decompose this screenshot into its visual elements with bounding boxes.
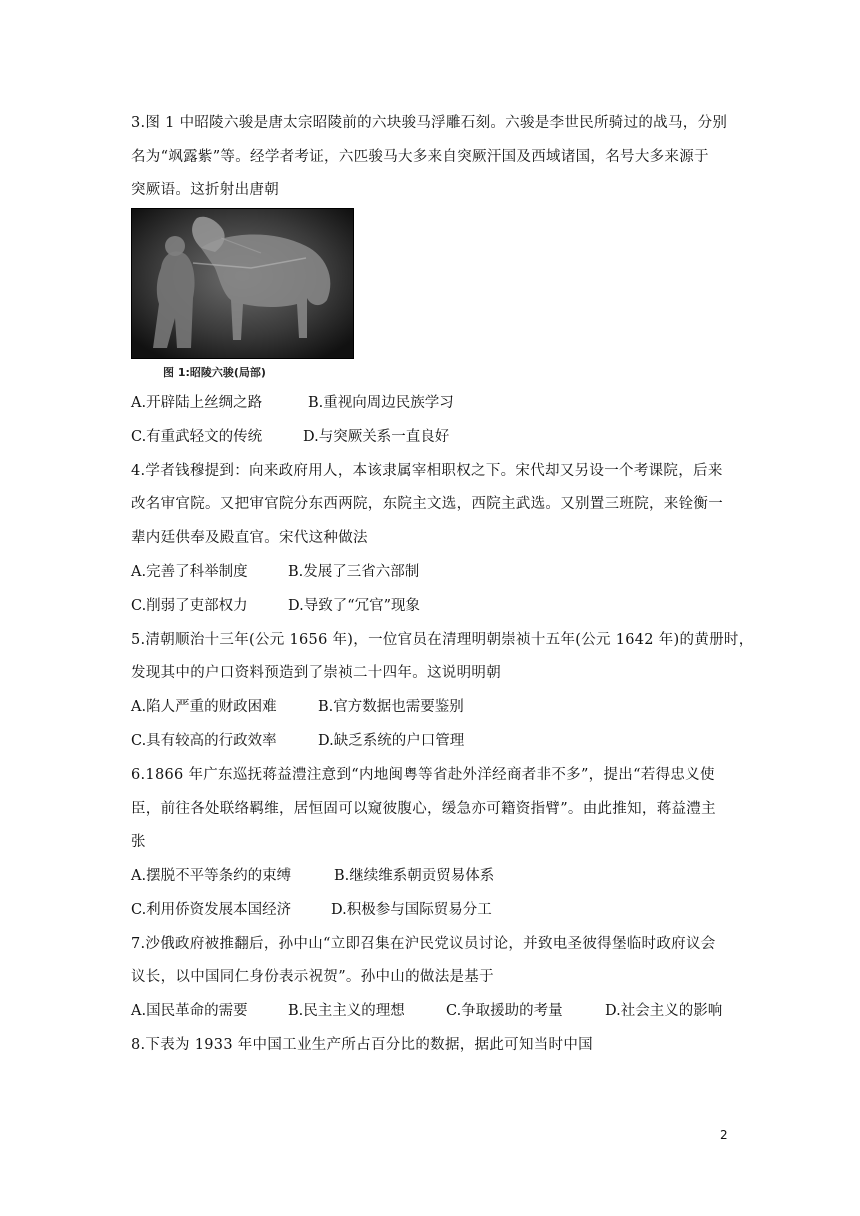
horse-relief-image	[131, 208, 354, 359]
figure-caption: 图 1:昭陵六骏(局部)	[163, 366, 266, 379]
q3-stem-line-3: 突厥语。这折射出唐朝	[131, 182, 279, 198]
q3-option-a: A.开辟陆上丝绸之路	[131, 395, 263, 411]
q5-option-a: A.陷人严重的财政困难	[131, 699, 277, 715]
q7-option-c: C.争取援助的考量	[446, 1003, 563, 1019]
q4-option-a: A.完善了科举制度	[131, 564, 248, 580]
q3-options-row-2	[131, 427, 731, 447]
q6-stem-line-3: 张	[131, 834, 146, 850]
q6-option-b: B.继续维系朝贡贸易体系	[334, 868, 495, 884]
q7-option-d: D.社会主义的影响	[605, 1003, 723, 1019]
q3-option-d: D.与突厥关系一直良好	[303, 429, 450, 445]
q6-options-row-2	[131, 900, 731, 920]
page-number: 2	[720, 1128, 728, 1142]
q4-option-c: C.削弱了吏部权力	[131, 598, 248, 614]
q5-options-row-1	[131, 697, 731, 717]
q7-options-row	[131, 1001, 731, 1021]
q3-option-b: B.重视向周边民族学习	[308, 395, 454, 411]
q3-stem-line-2: 名为“飒露紫”等。经学者考证，六匹骏马大多来自突厥汗国及西域诸国，名号大多来源于	[131, 149, 709, 165]
q6-stem-line-1: 6.1866 年广东巡抚蒋益澧注意到“内地闽粤等省赴外洋经商者非不多”，提出“若得忠义使	[131, 767, 715, 783]
q5-options-row-2	[131, 731, 731, 751]
q3-stem-line-1: 3.图 1 中昭陵六骏是唐太宗昭陵前的六块骏马浮雕石刻。六骏是李世民所骑过的战马，分别	[131, 115, 728, 131]
q6-option-d: D.积极参与国际贸易分工	[331, 902, 492, 918]
q4-stem-line-2: 改名审官院。又把审官院分东西两院，东院主文选，西院主武选。又别置三班院，来铨衡一	[131, 496, 723, 512]
q7-stem-line-2: 议长，以中国同仁身份表示祝贺”。孙中山的做法是基于	[131, 969, 494, 985]
q5-option-b: B.官方数据也需要鉴别	[318, 699, 464, 715]
q4-stem-line-1: 4.学者钱穆提到：向来政府用人，本该隶属宰相职权之下。宋代却又另设一个考课院，后来	[131, 463, 723, 479]
q6-option-c: C.利用侨资发展本国经济	[131, 902, 292, 918]
q4-options-row-1	[131, 562, 731, 582]
q7-option-a: A.国民革命的需要	[131, 1003, 248, 1019]
q5-option-c: C.具有较高的行政效率	[131, 733, 277, 749]
q7-option-b: B.民主主义的理想	[288, 1003, 405, 1019]
q4-stem-line-3: 辈内廷供奉及殿直官。宋代这种做法	[131, 530, 368, 546]
q4-option-d: D.导致了“冗官”现象	[288, 598, 421, 614]
q6-option-a: A.摆脱不平等条约的束缚	[131, 868, 292, 884]
q6-stem-line-2: 臣，前往各处联络羁维，居恒固可以窥彼腹心，缓急亦可籍资指臂”。由此推知，蒋益澧主	[131, 801, 716, 817]
q5-stem-line-2: 发现其中的户口资料预造到了崇祯二十四年。这说明明朝	[131, 665, 501, 681]
q8-stem-line-1: 8.下表为 1933 年中国工业生产所占百分比的数据，据此可知当时中国	[131, 1037, 593, 1053]
q5-stem-line-1: 5.清朝顺治十三年(公元 1656 年)，一位官员在清理明朝崇祯十五年(公元 1642 年)的黄册时，	[131, 632, 754, 648]
q3-option-c: C.有重武轻文的传统	[131, 429, 263, 445]
q6-options-row-1	[131, 866, 731, 886]
q7-stem-line-1: 7.沙俄政府被推翻后，孙中山“立即召集在沪民党议员讨论，并致电圣彼得堡临时政府议会	[131, 936, 716, 952]
q3-options-row-1	[131, 393, 731, 413]
q5-option-d: D.缺乏系统的户口管理	[318, 733, 465, 749]
figure-zhaoling-relief	[131, 208, 354, 359]
q4-options-row-2	[131, 596, 731, 616]
q4-option-b: B.发展了三省六部制	[288, 564, 420, 580]
